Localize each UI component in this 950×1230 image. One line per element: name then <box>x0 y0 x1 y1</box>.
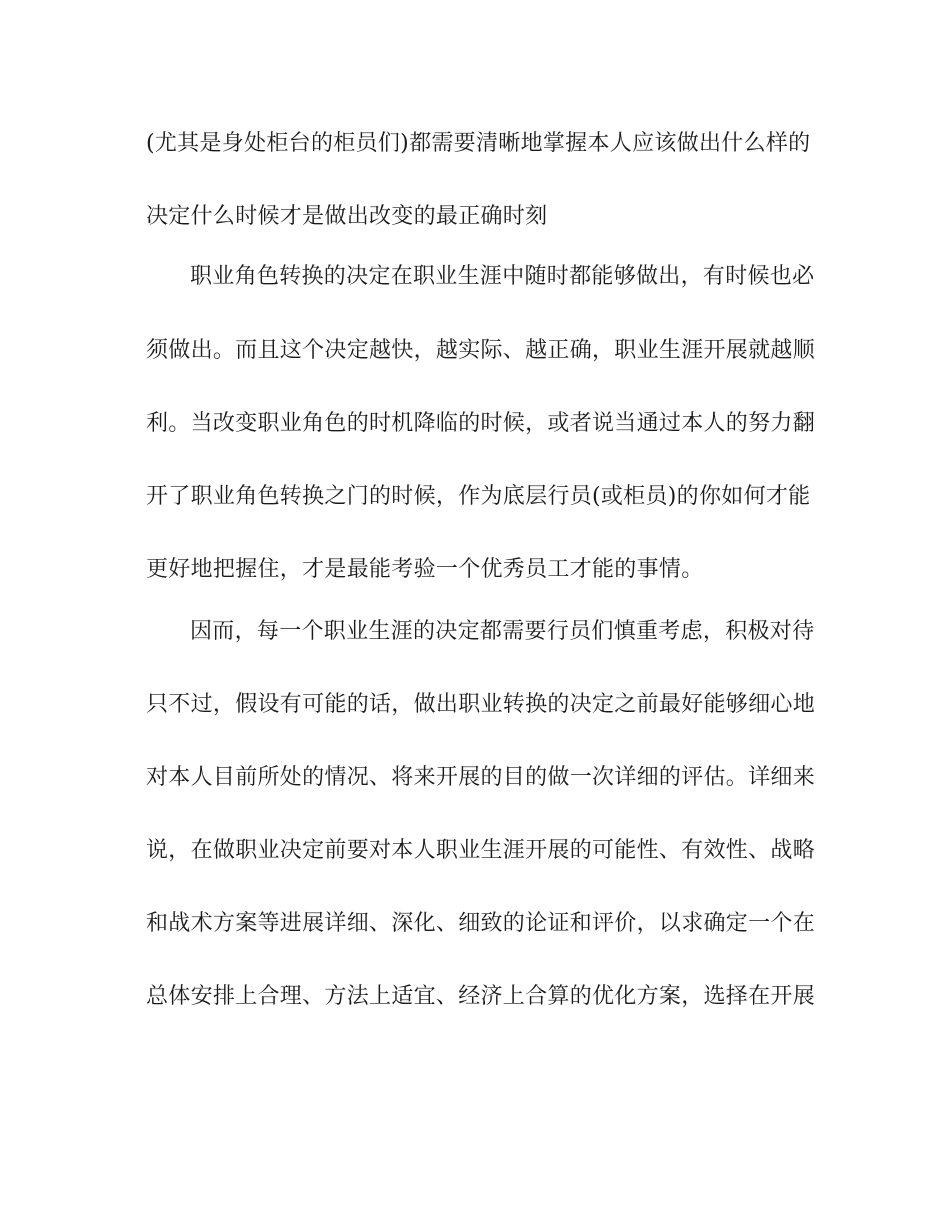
paragraph-3-line-1: 因而，每一个职业生涯的决定都需要行员们慎重考虑，积极对待 <box>190 619 815 644</box>
paragraph-2-line-2: 须做出。而且这个决定越快，越实际、越正确，职业生涯开展就越顺 <box>146 338 816 363</box>
paragraph-3-line-2: 只不过，假设有可能的话，做出职业转换的决定之前最好能够细心地 <box>146 692 816 717</box>
paragraph-3-line-4: 说，在做职业决定前要对本人职业生涯开展的可能性、有效性、战略 <box>146 838 816 863</box>
text-line-1: (尤其是身处柜台的柜员们)都需要清晰地掌握本人应该做出什么样的 <box>146 131 811 156</box>
paragraph-2-line-3: 利。当改变职业角色的时机降临的时候，或者说当通过本人的努力翻 <box>146 411 816 436</box>
text-line-2: 决定什么时候才是做出改变的最正确时刻 <box>146 204 548 229</box>
paragraph-3-line-5: 和战术方案等进展详细、深化、细致的论证和评价，以求确定一个在 <box>146 911 816 936</box>
paragraph-2-line-5: 更好地把握住，才是最能考验一个优秀员工才能的事情。 <box>146 557 704 582</box>
paragraph-2-line-1: 职业角色转换的决定在职业生涯中随时都能够做出，有时候也必 <box>190 264 815 289</box>
paragraph-3-line-6: 总体安排上合理、方法上适宜、经济上合算的优化方案，选择在开展 <box>146 984 816 1009</box>
paragraph-2-line-4: 开了职业角色转换之门的时候，作为底层行员(或柜员)的你如何才能 <box>146 484 811 509</box>
paragraph-3-line-3: 对本人目前所处的情况、将来开展的目的做一次详细的评估。详细来 <box>146 765 816 790</box>
